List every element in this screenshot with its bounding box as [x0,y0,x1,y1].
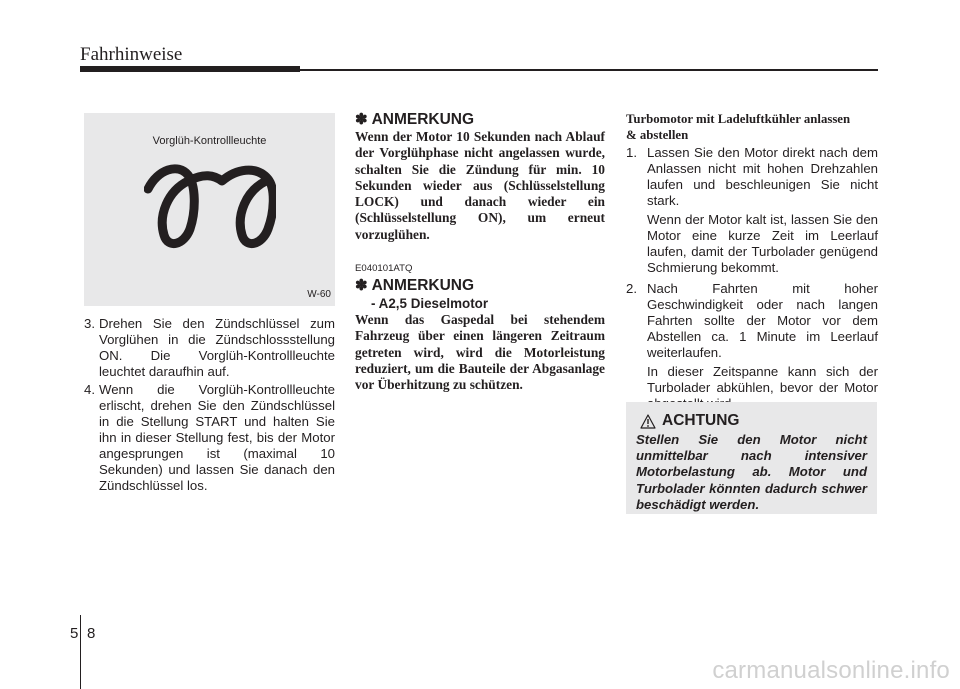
warning-text: Stellen Sie den Motor nicht unmittelbar nach intensiver Motorbelastung ab. Motor und Turbolader könnten dadurch schwer beschädigt werden. [636,432,867,512]
step-text: Drehen Sie den Zündschlüssel zum Vorglühen in die Zündschlossstellung ON. Die Vorglüh-Kontrollleuchte leuchtet daraufhin auf. [99,316,335,379]
step-text: Wenn der Motor kalt ist, lassen Sie den Motor eine kurze Zeit im Leerlauf laufen, damit der Turbolader genügend Schmierung bekommt. [647,212,878,275]
figure-caption: Vorglüh-Kontrollleuchte [152,135,267,147]
column-right [626,111,878,417]
warning-box [626,402,877,514]
list-item [626,145,878,279]
warning-heading [640,412,740,430]
section-heading [626,111,878,143]
section-code: E040101ATQ [355,263,413,275]
figure-code: W-60 [307,289,331,300]
step-number: 4. [84,382,95,397]
glow-indicator-figure [84,113,335,306]
header-bar [80,66,300,72]
header-title: Fahrhinweise [80,44,183,65]
note-heading [355,111,605,129]
list-item [84,382,335,494]
star-icon: ✽ [355,111,368,128]
step-text: Lassen Sie den Motor direkt nach dem Anlassen nicht mit hohen Drehzahlen laufen und beschleunigen Sie nicht stark. [647,145,878,208]
step-number: 3. [84,316,95,331]
note-text: Wenn der Motor 10 Sekunden nach Ablauf der Vorglühphase nicht angelassen wurde, schalten Sie die Zündung für min. 10 Sekunden wieder aus (Schlüsselstellung LOCK) und danach wieder ein (Schlüsselstellung ON), um erneut vorzuglühen. [355,129,605,242]
watermark: carmanualsonline.info [712,657,950,684]
note-text: Wenn das Gaspedal bei stehendem Fahrzeug über einen längeren Zeitraum getreten wird, wird die Motorleistung reduziert, um die Bauteile der Abgasanlage vor Überhitzung zu schützen. [355,312,605,393]
section-heading-line: Turbomotor mit Ladeluftkühler anlassen [626,112,851,126]
star-icon: ✽ [355,277,368,295]
step-text: Nach Fahrten mit hoher Geschwindigkeit oder nach langen Fahrten sollte der Motor vor dem Abstellen ca. 1 Minute im Leerlauf weiterlaufen. [647,281,878,360]
section-heading-line: & abstellen [626,128,689,142]
glow-plug-coil-icon [144,161,276,251]
column-middle [355,111,605,394]
warning-triangle-icon [640,414,656,429]
note-heading [355,277,605,295]
note-title: ANMERKUNG [371,111,475,128]
list-item [626,281,878,415]
step-number: 1. [626,145,637,160]
step-text: In dieser Zeitspanne kann sich der Turbolader abkühlen, bevor der Motor [647,364,878,395]
header-rule [300,69,878,71]
note-title: ANMERKUNG [371,277,475,295]
chapter-number: 5 [70,625,79,642]
step-number: 2. [626,281,637,296]
step-text: Wenn die Vorglüh-Kontrollleuchte erlischt, drehen Sie den Zündschlüssel in die Stellung START und halten Sie ihn in dieser Stellung fest, bis der Motor angesprungen ist (maximal 10 Sekunden) und lassen Sie danach den Zündschlüssel los. [99,382,335,493]
list-item [84,316,335,380]
page-rule [80,615,81,689]
column-left [84,316,335,496]
note-subtitle: - A2,5 Dieselmotor [371,296,489,312]
warning-title: ACHTUNG [662,412,740,429]
page-number: 8 [87,625,96,642]
